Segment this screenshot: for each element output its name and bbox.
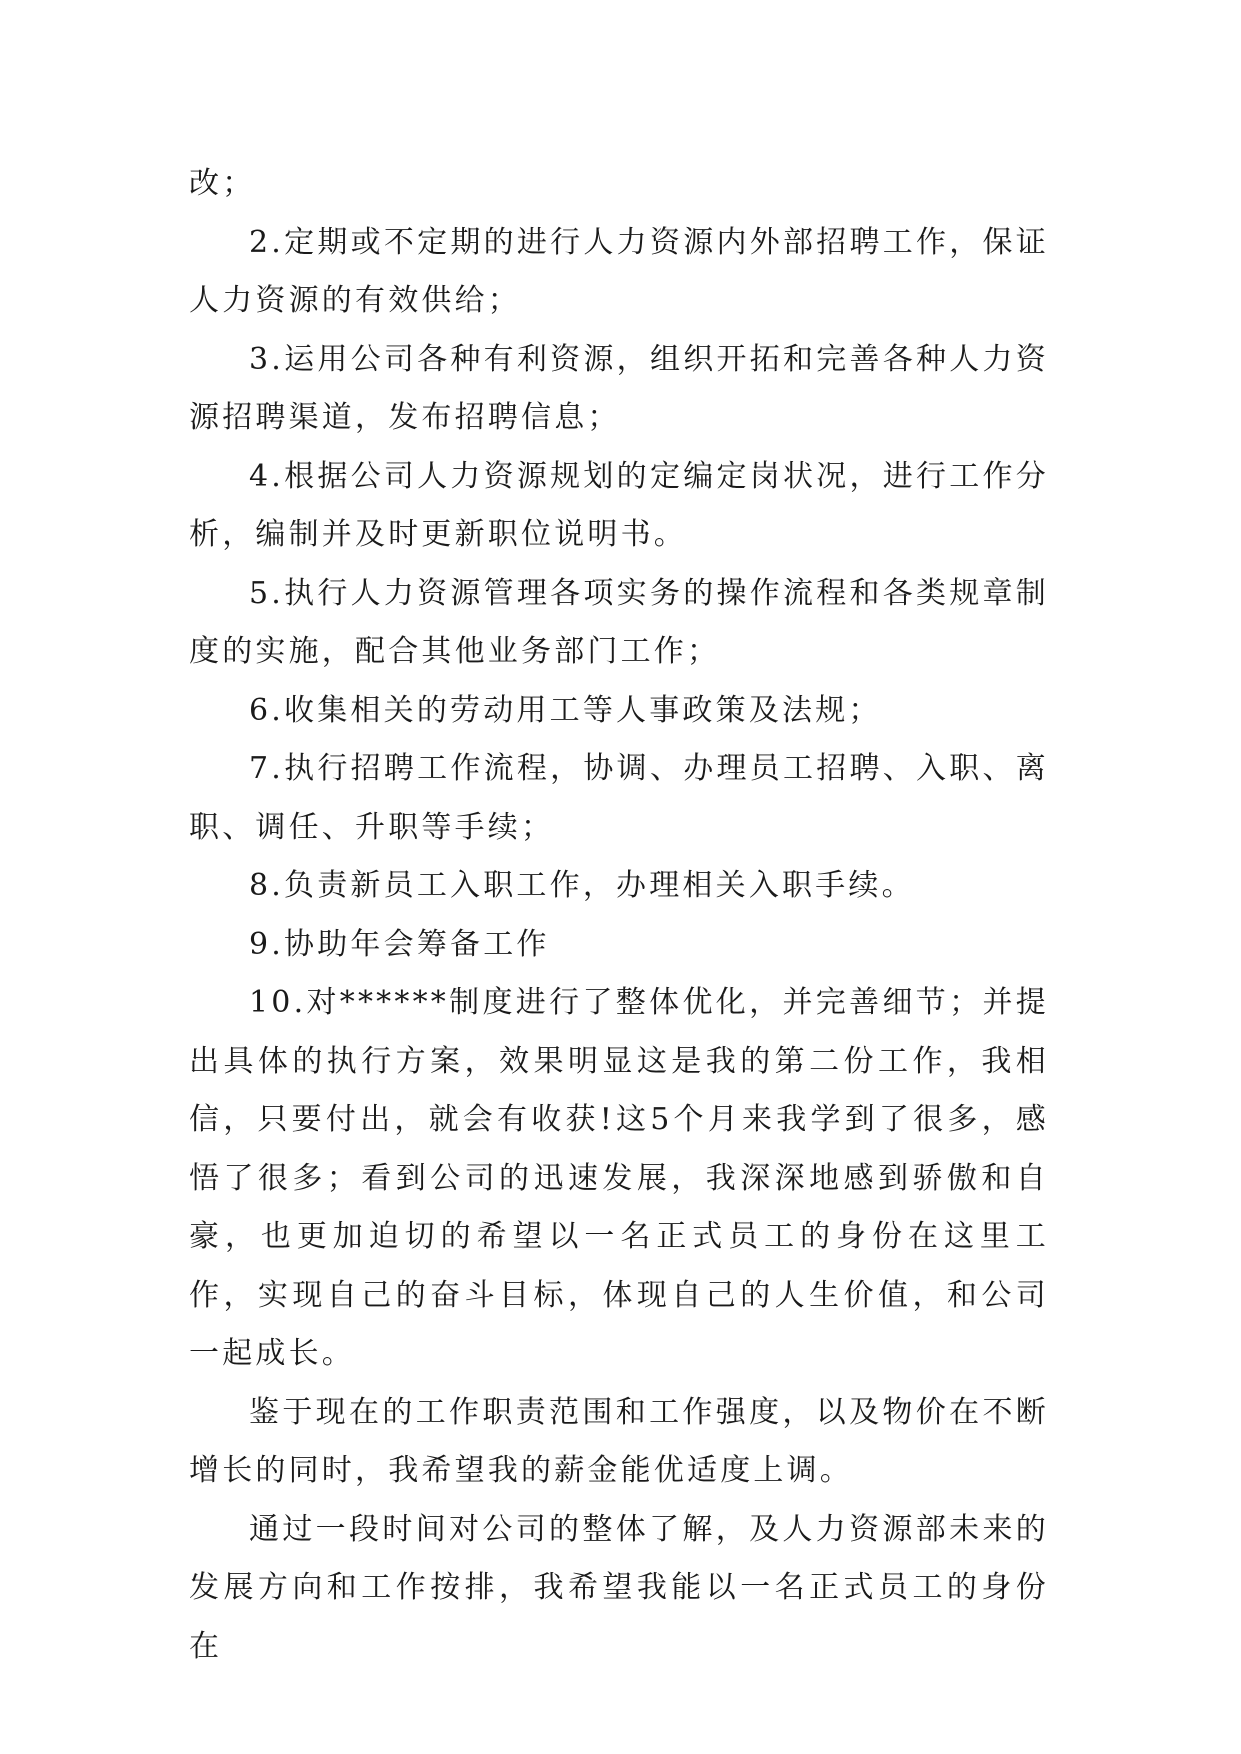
paragraph-item-10: 10.对******制度进行了整体优化，并完善细节；并提出具体的执行方案，效果明显这是我的第二份工作，我相信，只要付出，就会有收获!这5个月来我学到了很多，感悟了很多；看到公司的迅速发展，我深深地感到骄傲和自豪，也更加迫切的希望以一名正式员工的身份在这里工作，实现自己的奋斗目标，体现自己的人生价值，和公司一起成长。 — [189, 985, 1049, 1371]
paragraph-item-7: 7.执行招聘工作流程，协调、办理员工招聘、入职、离职、调任、升职等手续； — [189, 751, 1049, 845]
paragraph-item-2: 2.定期或不定期的进行人力资源内外部招聘工作，保证人力资源的有效供给； — [189, 224, 1049, 318]
paragraph-continuation: 改； — [189, 166, 256, 201]
paragraph-conclusion: 通过一段时间对公司的整体了解，及人力资源部未来的发展方向和工作按排，我希望我能以一名正式员工的身份在 — [189, 1511, 1049, 1664]
paragraph-item-3: 3.运用公司各种有利资源，组织开拓和完善各种人力资源招聘渠道，发布招聘信息； — [189, 341, 1049, 435]
paragraph-item-6: 6.收集相关的劳动用工等人事政策及法规； — [249, 692, 882, 728]
paragraph-item-9: 9.协助年会筹备工作 — [249, 926, 550, 962]
paragraph-item-4: 4.根据公司人力资源规划的定编定岗状况，进行工作分析，编制并及时更新职位说明书。 — [189, 458, 1049, 552]
paragraph-salary: 鉴于现在的工作职责范围和工作强度，以及物价在不断增长的同时，我希望我的薪金能优适度上调。 — [189, 1394, 1049, 1488]
paragraph-item-5: 5.执行人力资源管理各项实务的操作流程和各类规章制度的实施，配合其他业务部门工作； — [189, 575, 1049, 669]
paragraph-item-8: 8.负责新员工入职工作，办理相关入职手续。 — [249, 868, 915, 903]
document-body — [189, 155, 1049, 1676]
